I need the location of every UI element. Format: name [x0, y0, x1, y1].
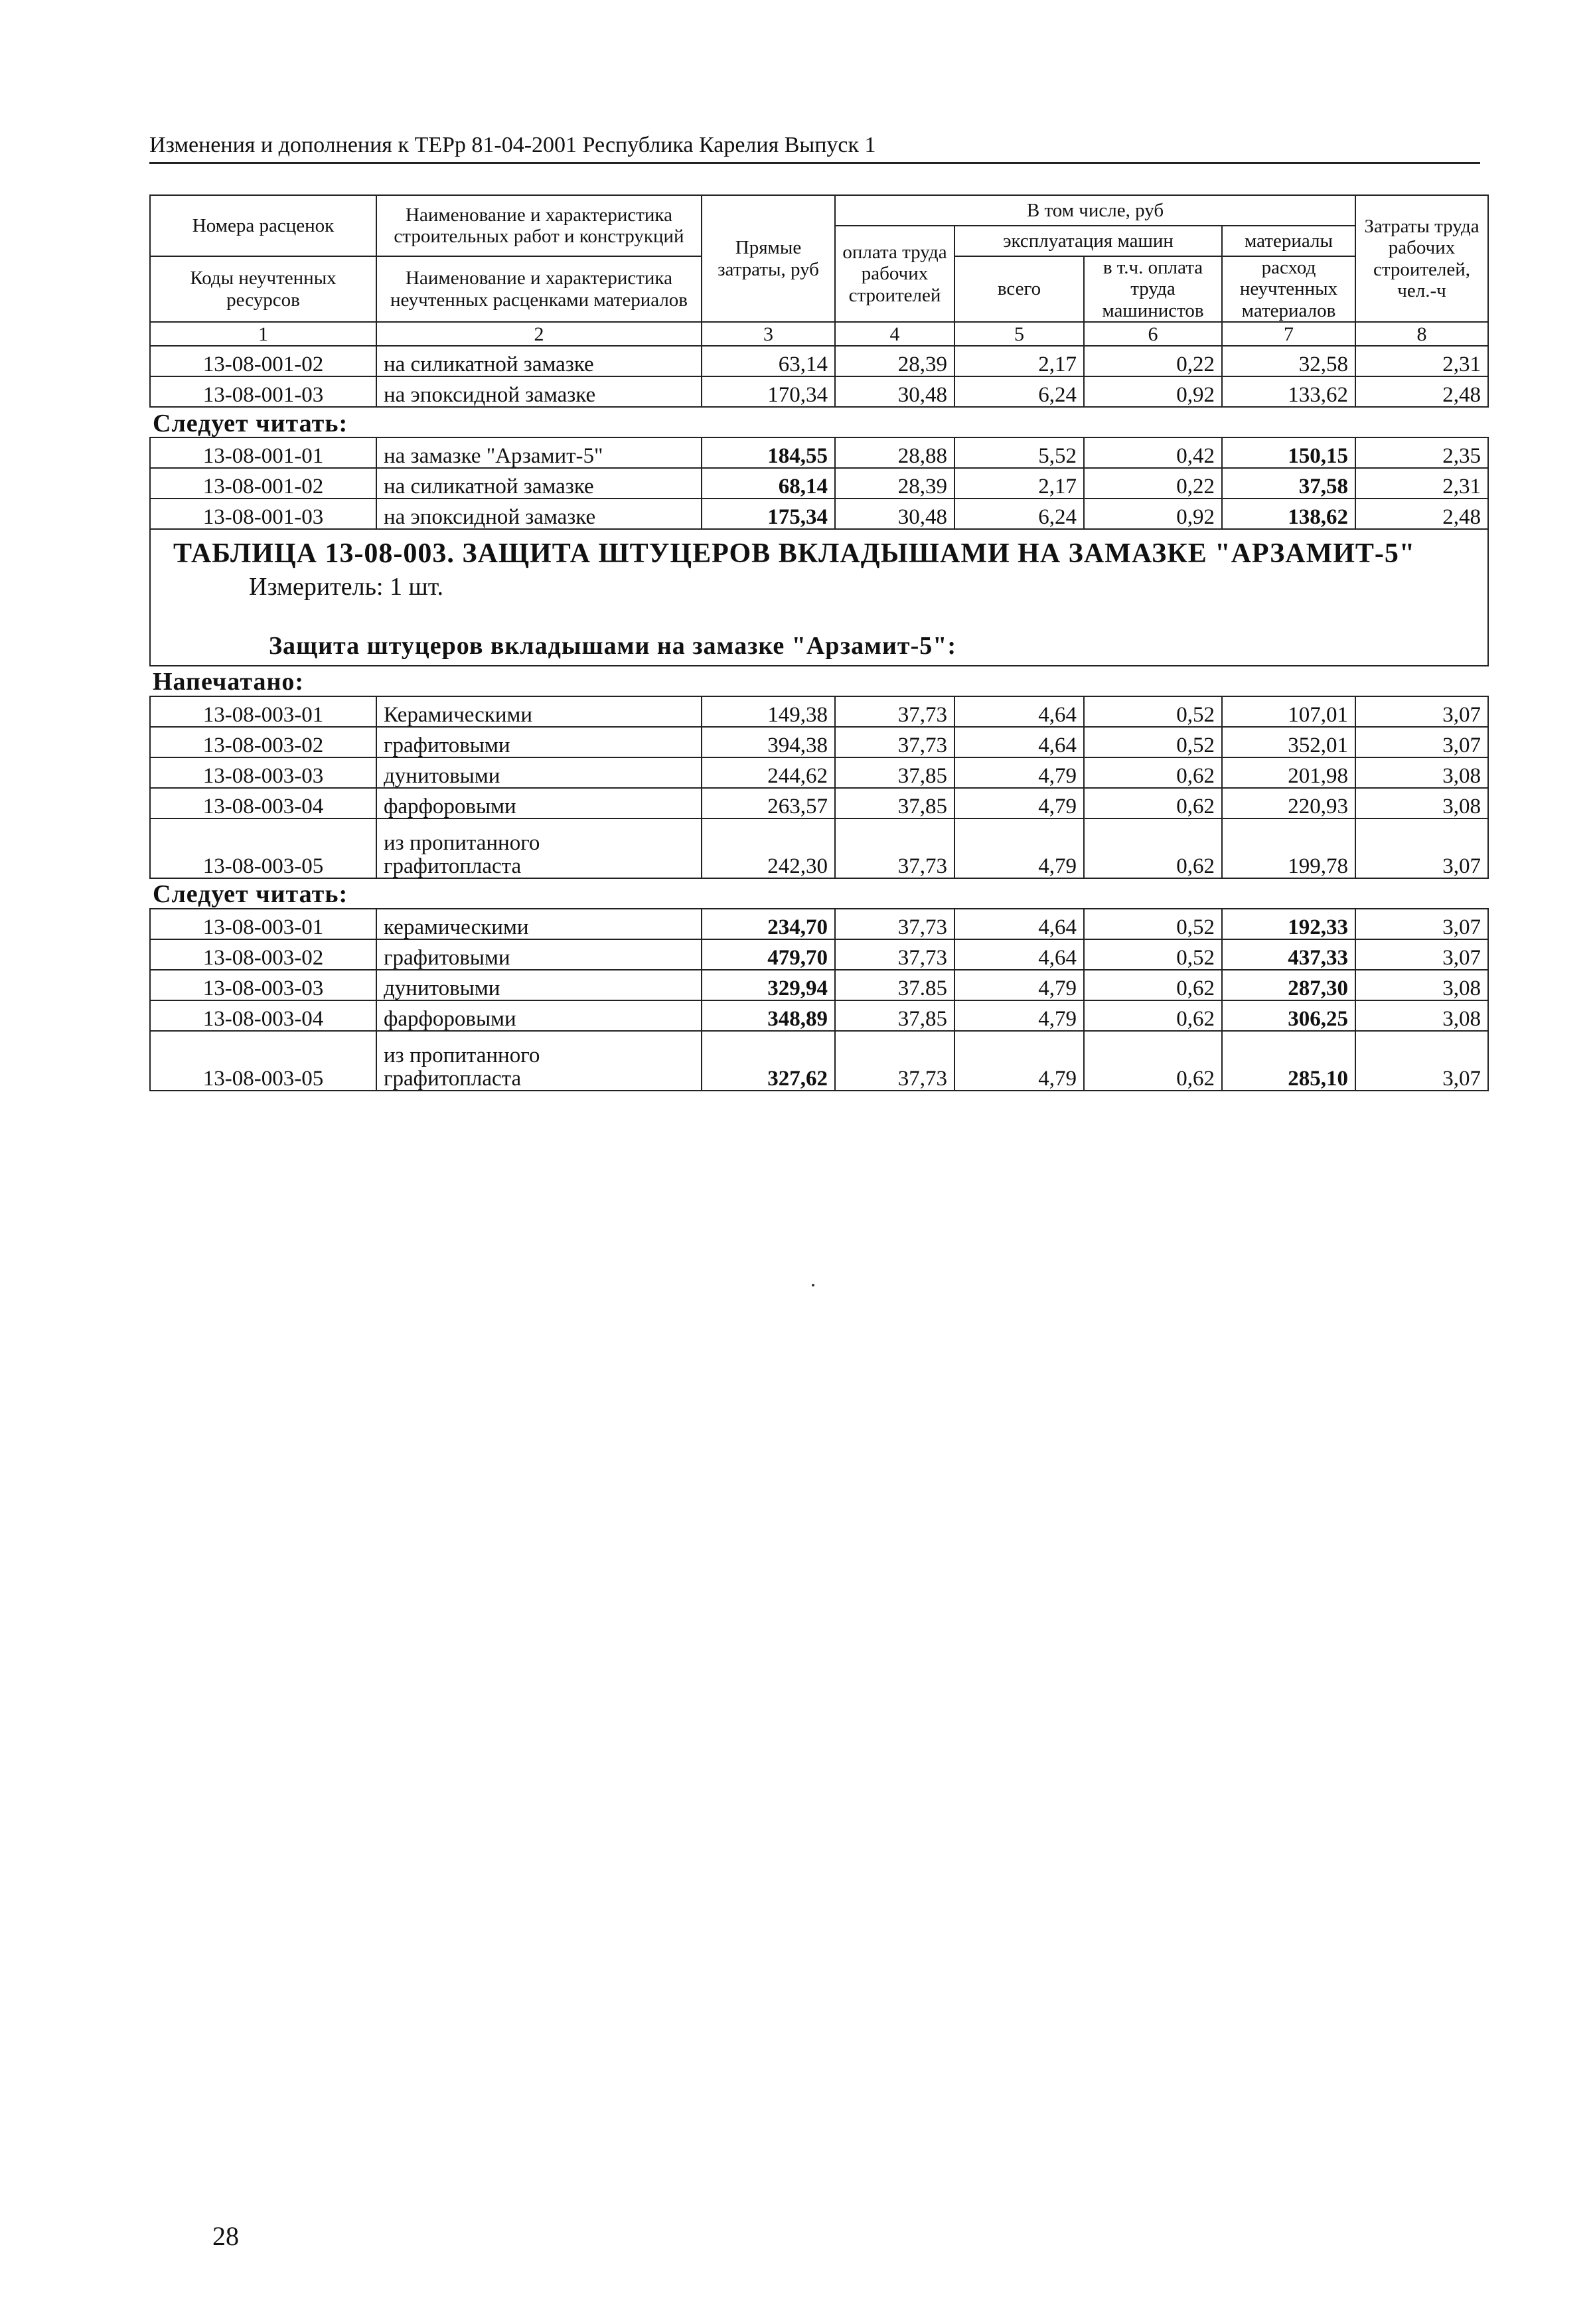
page-header: Изменения и дополнения к ТЕРр 81-04-2001 Республика Карелия Выпуск 1: [149, 133, 876, 157]
work-name: керамическими: [376, 909, 702, 939]
work-name: на эпоксидной замазке: [376, 376, 702, 407]
work-name: [376, 818, 702, 878]
rate-code: 13-08-003-02: [150, 939, 376, 970]
col-machines-total-header: всего: [954, 256, 1084, 322]
table-row: [150, 696, 1488, 727]
work-name: на замазке "Арзамит-5": [376, 437, 702, 468]
direct-cost: 348,89: [702, 1000, 835, 1031]
table-header-row: [150, 195, 1488, 226]
materials-cost: 133,62: [1222, 376, 1355, 407]
read-as-label: Следует читать:: [153, 409, 348, 437]
work-name: Керамическими: [376, 696, 702, 727]
table-row: [150, 788, 1488, 818]
direct-cost: 244,62: [702, 757, 835, 788]
labor-hours: 2,35: [1355, 437, 1488, 468]
direct-cost: 149,38: [702, 696, 835, 727]
machines-total: 5,52: [954, 437, 1084, 468]
column-number: 1: [150, 322, 376, 346]
rate-code: 13-08-003-04: [150, 1000, 376, 1031]
column-number: 7: [1222, 322, 1355, 346]
machinist-pay: 0,62: [1084, 1000, 1222, 1031]
materials-cost: 107,01: [1222, 696, 1355, 727]
materials-cost: 201,98: [1222, 757, 1355, 788]
rate-code: 13-08-003-04: [150, 788, 376, 818]
labor-pay: 37,73: [835, 818, 954, 878]
work-name: [376, 1031, 702, 1091]
work-name: фарфоровыми: [376, 1000, 702, 1031]
labor-pay: 30,48: [835, 499, 954, 529]
col-resource-codes-header: Коды неучтенных ресурсов: [150, 256, 376, 322]
materials-cost: 306,25: [1222, 1000, 1355, 1031]
labor-hours: 3,07: [1355, 696, 1488, 727]
header-rule: [149, 162, 1480, 164]
page-number: 28: [212, 2221, 239, 2251]
table-row: [150, 346, 1488, 376]
column-number: 8: [1355, 322, 1488, 346]
materials-cost: 285,10: [1222, 1031, 1355, 1091]
table-row: [150, 376, 1488, 407]
work-name: графитовыми: [376, 727, 702, 757]
labor-pay: 37,85: [835, 757, 954, 788]
work-name: дунитовыми: [376, 757, 702, 788]
machinist-pay: 0,42: [1084, 437, 1222, 468]
rate-code: 13-08-001-02: [150, 346, 376, 376]
materials-cost: 220,93: [1222, 788, 1355, 818]
table-row: [150, 468, 1488, 499]
machinist-pay: 0,62: [1084, 788, 1222, 818]
col-material-use-header: расход неучтенных материалов: [1222, 256, 1355, 322]
machines-total: 4,64: [954, 727, 1084, 757]
labor-pay: 37,73: [835, 939, 954, 970]
work-name-line: графитопласта: [384, 1066, 522, 1091]
rate-code: 13-08-003-01: [150, 696, 376, 727]
table-row: [150, 499, 1488, 529]
machinist-pay: 0,62: [1084, 818, 1222, 878]
labor-hours: 3,07: [1355, 1031, 1488, 1091]
machines-total: 4,79: [954, 788, 1084, 818]
work-name: фарфоровыми: [376, 788, 702, 818]
col-materials-header: материалы: [1222, 226, 1355, 256]
materials-cost: 150,15: [1222, 437, 1355, 468]
machines-total: 4,64: [954, 939, 1084, 970]
direct-cost: 63,14: [702, 346, 835, 376]
column-number: 2: [376, 322, 702, 346]
machines-total: 4,79: [954, 818, 1084, 878]
rate-code: 13-08-003-02: [150, 727, 376, 757]
machines-total: 2,17: [954, 346, 1084, 376]
col-labor-pay-header: оплата труда рабочих строителей: [835, 226, 954, 322]
section-label-row: [150, 407, 1488, 437]
labor-hours: 3,07: [1355, 727, 1488, 757]
section-label-row: [150, 878, 1488, 909]
col-work-name-header: Наименование и характеристика строительных работ и конструкций: [376, 195, 702, 256]
labor-hours: 2,31: [1355, 346, 1488, 376]
direct-cost: 175,34: [702, 499, 835, 529]
labor-pay: 37,73: [835, 727, 954, 757]
column-number: 3: [702, 322, 835, 346]
machines-total: 6,24: [954, 376, 1084, 407]
labor-hours: 2,48: [1355, 376, 1488, 407]
machinist-pay: 0,62: [1084, 757, 1222, 788]
machinist-pay: 0,22: [1084, 346, 1222, 376]
col-direct-costs-header: Прямые затраты, руб: [702, 195, 835, 322]
labor-pay: 28,39: [835, 468, 954, 499]
machines-total: 4,79: [954, 1000, 1084, 1031]
rate-code: 13-08-001-03: [150, 499, 376, 529]
section-label-row: [150, 666, 1488, 696]
rate-code: 13-08-001-03: [150, 376, 376, 407]
labor-hours: 3,07: [1355, 909, 1488, 939]
labor-pay: 28,88: [835, 437, 954, 468]
machinist-pay: 0,62: [1084, 1031, 1222, 1091]
rate-code: 13-08-001-02: [150, 468, 376, 499]
machinist-pay: 0,22: [1084, 468, 1222, 499]
labor-hours: 3,08: [1355, 757, 1488, 788]
rate-code: 13-08-003-01: [150, 909, 376, 939]
col-labor-hours-header: Затраты труда рабочих строителей, чел.-ч: [1355, 195, 1488, 322]
col-including-header: В том числе, руб: [835, 195, 1355, 226]
direct-cost: 234,70: [702, 909, 835, 939]
table-title: ТАБЛИЦА 13-08-003. ЗАЩИТА ШТУЦЕРОВ ВКЛАДЫШАМИ НА ЗАМАЗКЕ "АРЗАМИТ-5": [173, 538, 1416, 570]
machines-total: 6,24: [954, 499, 1084, 529]
labor-pay: 37,85: [835, 1000, 954, 1031]
work-name: на эпоксидной замазке: [376, 499, 702, 529]
labor-hours: 2,48: [1355, 499, 1488, 529]
read-as-label: Следует читать:: [153, 880, 348, 909]
direct-cost: 327,62: [702, 1031, 835, 1091]
table-subtitle: Защита штуцеров вкладышами на замазке "Арзамит-5":: [269, 632, 956, 660]
col-material-name-header: Наименование и характеристика неучтенных расценками материалов: [376, 256, 702, 322]
materials-cost: 352,01: [1222, 727, 1355, 757]
table-row: [150, 818, 1488, 878]
rates-table: [149, 194, 1489, 1091]
table-row: [150, 1031, 1488, 1091]
machines-total: 4,64: [954, 909, 1084, 939]
labor-hours: 3,08: [1355, 970, 1488, 1000]
direct-cost: 263,57: [702, 788, 835, 818]
column-number-row: [150, 322, 1488, 346]
table-row: [150, 909, 1488, 939]
col-rate-numbers-header: Номера расценок: [150, 195, 376, 256]
labor-hours: 2,31: [1355, 468, 1488, 499]
labor-pay: 37,85: [835, 788, 954, 818]
machines-total: 4,79: [954, 757, 1084, 788]
labor-pay: 37,73: [835, 696, 954, 727]
col-machines-header: эксплуатация машин: [954, 226, 1222, 256]
direct-cost: 329,94: [702, 970, 835, 1000]
labor-hours: 3,08: [1355, 1000, 1488, 1031]
col-machinist-pay-header: в т.ч. оплата труда машинистов: [1084, 256, 1222, 322]
materials-cost: 37,58: [1222, 468, 1355, 499]
table-row: [150, 727, 1488, 757]
materials-cost: 199,78: [1222, 818, 1355, 878]
labor-pay: 30,48: [835, 376, 954, 407]
machinist-pay: 0,52: [1084, 909, 1222, 939]
labor-pay: 37,73: [835, 1031, 954, 1091]
column-number: 6: [1084, 322, 1222, 346]
rate-code: 13-08-003-05: [150, 818, 376, 878]
direct-cost: 184,55: [702, 437, 835, 468]
machinist-pay: 0,92: [1084, 376, 1222, 407]
table-row: [150, 757, 1488, 788]
rate-code: 13-08-003-03: [150, 757, 376, 788]
column-number: 4: [835, 322, 954, 346]
direct-cost: 170,34: [702, 376, 835, 407]
table-unit: Измеритель: 1 шт.: [249, 572, 443, 601]
labor-hours: 3,07: [1355, 818, 1488, 878]
machinist-pay: 0,92: [1084, 499, 1222, 529]
materials-cost: 437,33: [1222, 939, 1355, 970]
printed-label: Напечатано:: [150, 666, 1488, 696]
table-row: [150, 939, 1488, 970]
machines-total: 4,79: [954, 970, 1084, 1000]
machines-total: 4,79: [954, 1031, 1084, 1091]
labor-hours: 3,07: [1355, 939, 1488, 970]
materials-cost: 287,30: [1222, 970, 1355, 1000]
work-name-line: графитопласта: [384, 854, 522, 878]
direct-cost: 242,30: [702, 818, 835, 878]
work-name-line: из пропитанного: [384, 1044, 540, 1067]
materials-cost: 138,62: [1222, 499, 1355, 529]
labor-pay: 37.85: [835, 970, 954, 1000]
table-title-band: [150, 529, 1488, 666]
rate-code: 13-08-003-03: [150, 970, 376, 1000]
work-name-line: из пропитанного: [384, 831, 540, 855]
work-name: на силикатной замазке: [376, 346, 702, 376]
table-row: [150, 437, 1488, 468]
machinist-pay: 0,52: [1084, 727, 1222, 757]
column-number: 5: [954, 322, 1084, 346]
labor-hours: 3,08: [1355, 788, 1488, 818]
rate-code: 13-08-001-01: [150, 437, 376, 468]
rate-code: 13-08-003-05: [150, 1031, 376, 1091]
materials-cost: 32,58: [1222, 346, 1355, 376]
scan-speck: [812, 1284, 814, 1286]
machines-total: 2,17: [954, 468, 1084, 499]
direct-cost: 68,14: [702, 468, 835, 499]
machines-total: 4,64: [954, 696, 1084, 727]
labor-pay: 37,73: [835, 909, 954, 939]
materials-cost: 192,33: [1222, 909, 1355, 939]
work-name: графитовыми: [376, 939, 702, 970]
direct-cost: 394,38: [702, 727, 835, 757]
machinist-pay: 0,62: [1084, 970, 1222, 1000]
machinist-pay: 0,52: [1084, 696, 1222, 727]
machinist-pay: 0,52: [1084, 939, 1222, 970]
table-row: [150, 1000, 1488, 1031]
direct-cost: 479,70: [702, 939, 835, 970]
table-row: [150, 970, 1488, 1000]
work-name: дунитовыми: [376, 970, 702, 1000]
labor-pay: 28,39: [835, 346, 954, 376]
work-name: на силикатной замазке: [376, 468, 702, 499]
